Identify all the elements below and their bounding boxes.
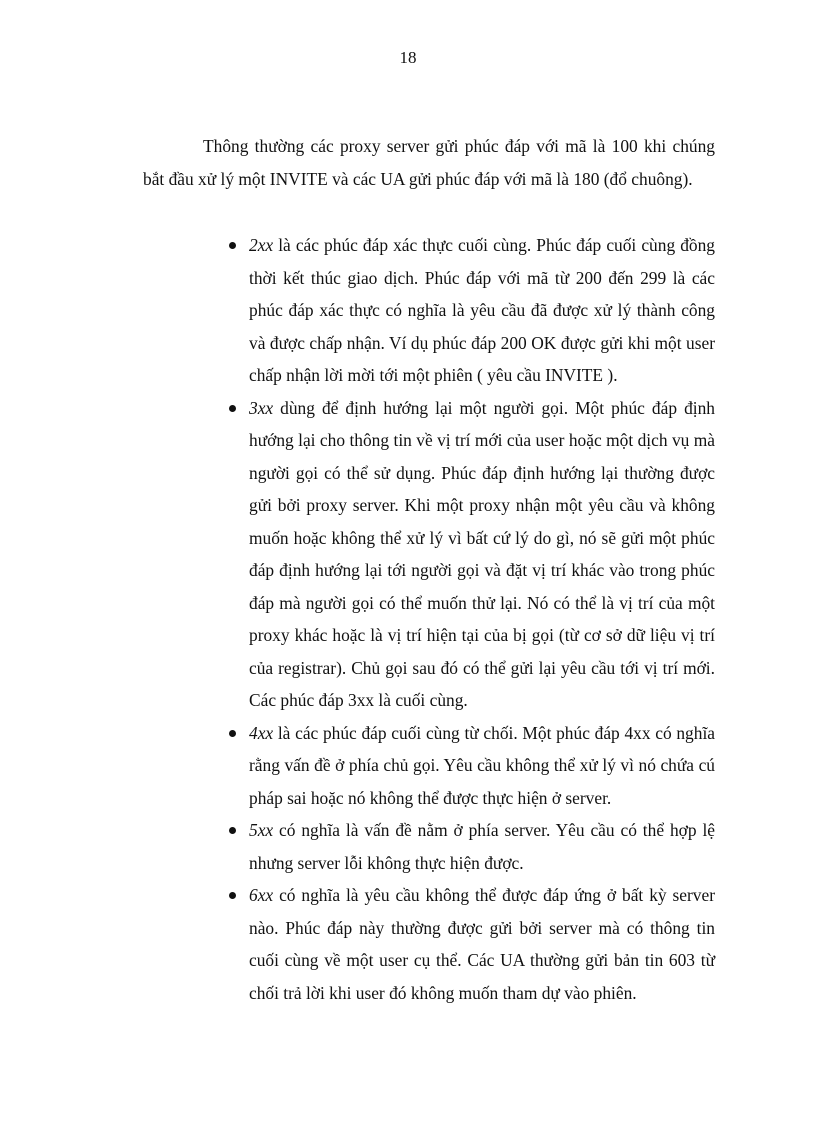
page-number: 18	[399, 48, 417, 67]
item-text: là các phúc đáp cuối cùng từ chối. Một phúc đáp 4xx có nghĩa rằng vấn đề ở phía chủ gọi. Yêu cầu không thể xử lý vì nó chứa cú pháp sai hoặc nó không thể được thực hiện ở server.	[249, 722, 715, 808]
list-item-2xx	[249, 229, 715, 392]
item-term: 2xx	[249, 235, 274, 255]
bullet-icon	[229, 242, 236, 249]
item-term: 5xx	[249, 820, 274, 840]
item-term: 6xx	[249, 885, 274, 905]
intro-paragraph: Thông thường các proxy server gửi phúc đáp với mã là 100 khi chúng bắt đầu xử lý một INVITE và các UA gửi phúc đáp với mã là 180 (đổ chuông).	[143, 136, 715, 189]
item-text: dùng để định hướng lại một người gọi. Một phúc đáp định hướng lại cho thông tin về vị trí mới của user hoặc một dịch vụ mà người gọi có thể sử dụng. Phúc đáp định hướng lại thường được gửi bởi proxy server. Khi một proxy nhận một yêu cầu và không muốn hoặc không thể xử lý vì bất cứ lý do gì, nó sẽ gửi một phúc đáp định hướng lại tới người gọi và đặt vị trí khác vào trong phúc đáp mà người gọi có thể muốn thử lại. Nó có thể là vị trí của một proxy khác hoặc là vị trí hiện tại của bị gọi (từ cơ sở dữ liệu vị trí của registrar). Chủ gọi sau đó có thể gửi lại yêu cầu tới vị trí mới. Các phúc đáp 3xx là cuối cùng.	[249, 397, 715, 710]
item-term: 4xx	[249, 722, 274, 743]
item-text: là các phúc đáp xác thực cuối cùng. Phúc đáp cuối cùng đồng thời kết thúc giao dịch. Phúc đáp với mã từ 200 đến 299 là các phúc đáp xác thực có nghĩa là yêu cầu đã được xử lý thành công và được chấp nhận. Ví dụ phúc đáp 200 OK được gửi khi một user chấp nhận lời mời tới một phiên ( yêu cầu INVITE ).	[249, 235, 715, 385]
bullet-icon	[229, 405, 236, 412]
bullet-icon	[229, 827, 236, 834]
list-item-6xx	[249, 879, 715, 1009]
item-term: 3xx	[249, 397, 274, 418]
list-item-4xx	[249, 717, 715, 815]
list-item-3xx	[249, 392, 715, 717]
response-code-list	[249, 229, 715, 1009]
item-text: có nghĩa là vấn đề nằm ở phía server. Yêu cầu có thể hợp lệ nhưng server lỗi không thực hiện được.	[249, 820, 715, 873]
list-item-5xx	[249, 814, 715, 879]
bullet-icon	[229, 730, 236, 737]
bullet-icon	[229, 892, 236, 899]
item-text: có nghĩa là yêu cầu không thể được đáp ứng ở bất kỳ server nào. Phúc đáp này thường được gửi bởi server mà có thông tin cuối cùng về một user cụ thể. Các UA thường gửi bản tin 603 từ chối trả lời khi user đó không muốn tham dự vào phiên.	[249, 885, 715, 1003]
